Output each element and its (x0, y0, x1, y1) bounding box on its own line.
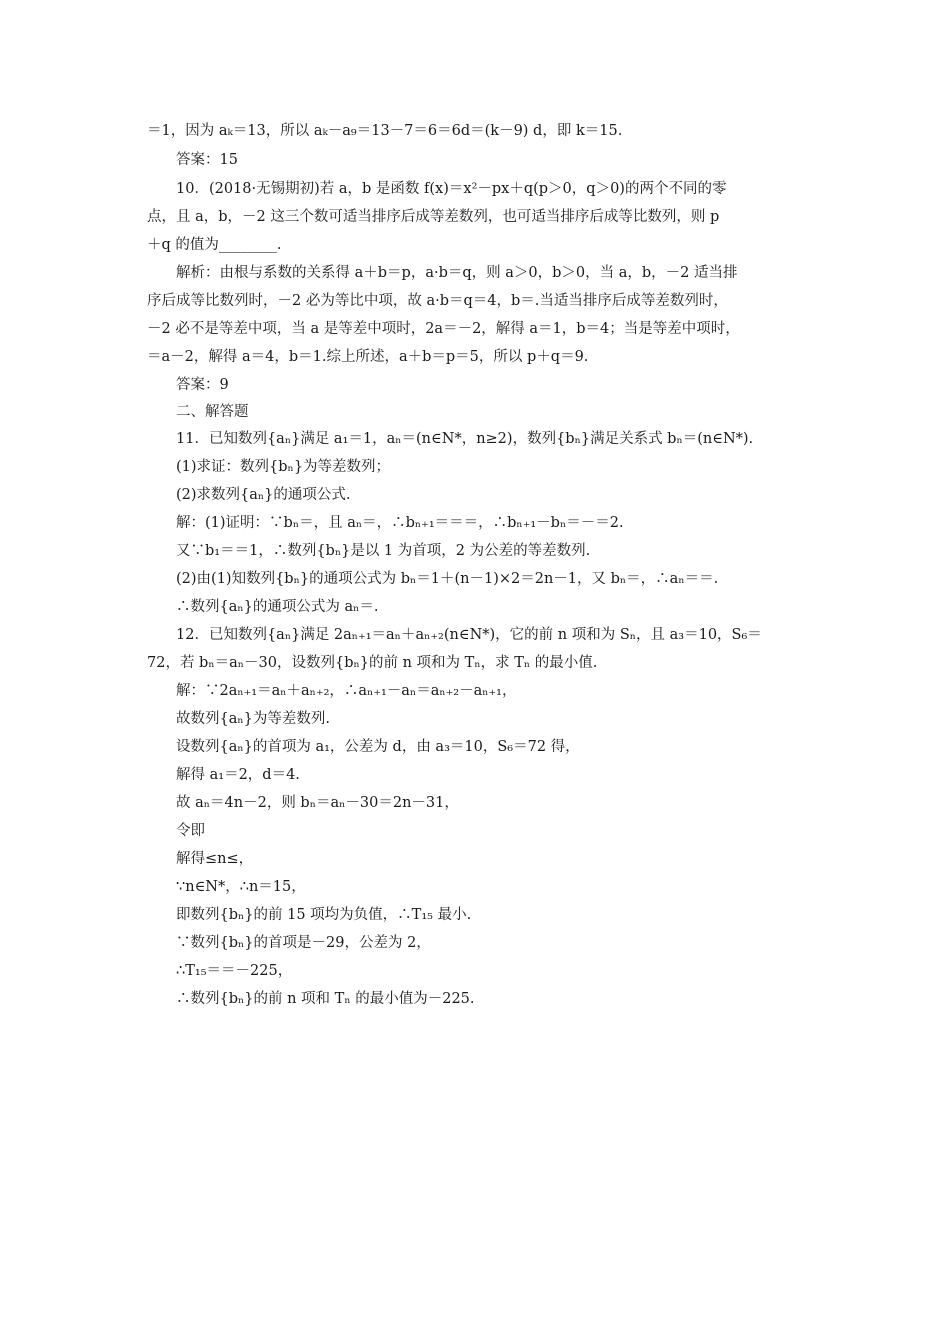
question-11-part-2: (2)求数列{aₙ}的通项公式. (176, 487, 351, 503)
solution-line: 又∵b₁＝＝1，∴数列{bₙ}是以 1 为首项，2 为公差的等差数列. (176, 543, 591, 559)
question-10-line: 10．(2018·无锡期初)若 a，b 是函数 f(x)＝x²－px＋q(p＞0，q＞0)的两个不同的零 (176, 181, 727, 197)
question-11-line: 11．已知数列{aₙ}满足 a₁＝1，aₙ＝(n∈N*，n≥2)，数列{bₙ}满足关系式 bₙ＝(n∈N*). (176, 431, 754, 447)
analysis-line: 序后成等比数列时，－2 必为等比中项，故 a·b＝q＝4，b＝.当适当排序后成等差数列时， (147, 293, 728, 309)
solution-line: 解：∵2aₙ₊₁＝aₙ＋aₙ₊₂，∴aₙ₊₁－aₙ＝aₙ₊₂－aₙ₊₁， (176, 683, 517, 699)
text-line: ＝1，因为 aₖ＝13，所以 aₖ－a₉＝13－7＝6＝6d＝(k－9) d，即 k＝15. (147, 123, 623, 139)
question-10-line: ＋q 的值为________. (147, 237, 282, 253)
question-12-line: 12．已知数列{aₙ}满足 2aₙ₊₁＝aₙ＋aₙ₊₂(n∈N*)，它的前 n 项和为 Sₙ，且 a₃＝10，S₆＝ (176, 627, 762, 643)
solution-line: 故 aₙ＝4n－2，则 bₙ＝aₙ－30＝2n－31， (176, 795, 459, 811)
solution-line: ∴数列{aₙ}的通项公式为 aₙ＝. (176, 599, 379, 615)
solution-line: ∵n∈N*，∴n＝15， (176, 879, 306, 895)
question-11-part-1: (1)求证：数列{bₙ}为等差数列； (176, 459, 391, 475)
solution-line: ∴数列{bₙ}的前 n 项和 Tₙ 的最小值为－225. (176, 991, 475, 1007)
solution-line: 即数列{bₙ}的前 15 项均为负值，∴T₁₅ 最小. (176, 907, 472, 923)
solution-line: ∴T₁₅＝＝－225， (176, 963, 293, 979)
solution-line: 解得≤n≤， (176, 851, 254, 867)
solution-line: ∵数列{bₙ}的首项是－29，公差为 2， (176, 935, 431, 951)
solution-line: (2)由(1)知数列{bₙ}的通项公式为 bₙ＝1＋(n－1)×2＝2n－1，又 bₙ＝，∴aₙ＝＝. (176, 571, 719, 587)
question-12-line: 72，若 bₙ＝aₙ－30，设数列{bₙ}的前 n 项和为 Tₙ，求 Tₙ 的最小值. (147, 655, 598, 671)
solution-line: 解：(1)证明：∵bₙ＝，且 aₙ＝，∴bₙ₊₁＝＝＝，∴bₙ₊₁－bₙ＝－＝2. (176, 515, 624, 531)
solution-line: 令即 (176, 823, 205, 839)
solution-line: 设数列{aₙ}的首项为 a₁，公差为 d，由 a₃＝10，S₆＝72 得， (176, 739, 580, 755)
answer-line: 答案：9 (176, 377, 229, 393)
solution-line: 故数列{aₙ}为等差数列. (176, 711, 330, 727)
analysis-line: －2 必不是等差中项，当 a 是等差中项时，2a＝－2，解得 a＝1，b＝4；当是等差中项时， (147, 321, 740, 337)
analysis-line: ＝a－2，解得 a＝4，b＝1.综上所述，a＋b＝p＝5，所以 p＋q＝9. (147, 349, 589, 365)
question-10-line: 点，且 a，b，－2 这三个数可适当排序后成等差数列，也可适当排序后成等比数列，则 p (147, 209, 720, 225)
section-heading: 二、解答题 (176, 404, 249, 420)
solution-line: 解得 a₁＝2，d＝4. (176, 767, 300, 783)
answer-line: 答案：15 (176, 152, 238, 168)
analysis-line: 解析：由根与系数的关系得 a＋b＝p，a·b＝q，则 a＞0，b＞0，当 a，b，－2 适当排 (176, 265, 738, 281)
